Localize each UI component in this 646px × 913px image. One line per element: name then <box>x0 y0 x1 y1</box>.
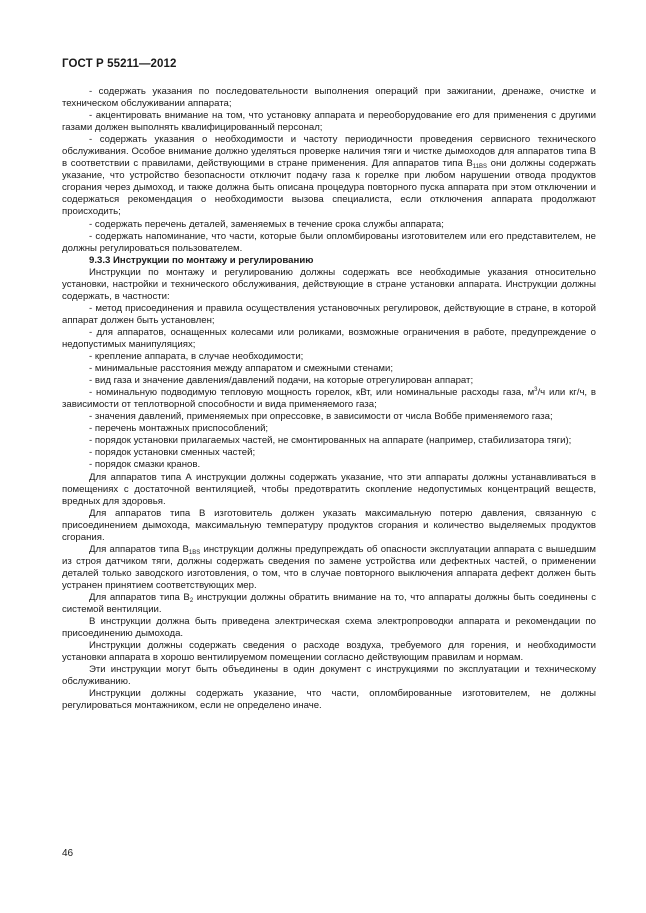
paragraph <box>62 387 596 411</box>
paragraph: - акцентировать внимание на том, что установку аппарата и переоборудование его для применения с другими газами должен выполнять квалифицированный персонал; <box>62 110 596 134</box>
body-text <box>62 86 596 712</box>
paragraph: Эти инструкции могут быть объединены в один документ с инструкциями по эксплуатации и техническому обслуживанию. <box>62 664 596 688</box>
paragraph: - содержать указания по последовательности выполнения операций при зажигании, дренаже, очистке и техническом обслуживании аппарата; <box>62 86 596 110</box>
paragraph: - перечень монтажных приспособлений; <box>89 423 269 435</box>
paragraph: - содержать напоминание, что части, которые были опломбированы изготовителем или его представителем, не должны регулироваться пользователем. <box>62 230 596 254</box>
paragraph: - порядок установки сменных частей; <box>89 447 256 459</box>
paragraph: - значения давлений, применяемых при опрессовке, в зависимости от числа Воббе применяемого газа; <box>89 411 553 423</box>
paragraph: - содержать перечень деталей, заменяемых в течение срока службы аппарата; <box>89 218 444 230</box>
text-run: /ч или кг/ч, в зависимости от теплотворной способности и вида применяемого газа; <box>62 387 596 411</box>
paragraph <box>62 592 596 616</box>
paragraph: - крепление аппарата, в случае необходимости; <box>89 351 304 363</box>
paragraph: Для аппаратов типа А инструкции должны содержать указание, что эти аппараты должны устанавливаться в помещениях с достаточной вентиляцией, чтобы предотвратить скопление недопустимых концентраций веществ, вредных для здоровья. <box>62 471 596 507</box>
paragraph: - минимальные расстояния между аппаратом и смежными стенами; <box>89 363 394 375</box>
text-run: инструкции должны обратить внимание на то, что аппараты должны быть соединены с системой вентиляции. <box>62 591 597 616</box>
page-number: 46 <box>62 848 74 859</box>
section-heading: 9.3.3 Инструкции по монтажу и регулированию <box>89 254 314 266</box>
text-run: - номинальную подводимую тепловую мощность горелок, кВт, или номинальные расходы газа, м <box>89 387 535 399</box>
text-run: Для аппаратов типа В <box>89 543 189 555</box>
text-run: Для аппаратов типа В <box>89 591 190 603</box>
text-run: они должны содержать указание, что устройство безопасности отключит подачу газа к горелке при любом нарушении отвода продуктов сгорания через дымоход, и также должна быть описана процедура повторного пуска аппарата при этом отключении и содержаться рекомендация о необходимости вызова специалиста, если отключения аппарата продолжают происходить; <box>62 158 596 218</box>
paragraph: - порядок установки прилагаемых частей, не смонтированных на аппарате (например, стабилизатора тяги); <box>89 435 572 447</box>
subscript: 2 <box>189 597 194 604</box>
subscript: 11BS <box>472 164 488 171</box>
superscript: 3 <box>534 387 538 394</box>
paragraph: Инструкции должны содержать указание, что части, опломбированные изготовителем, не должны регулироваться монтажником, если не определено иначе. <box>62 688 596 712</box>
paragraph: Инструкции должны содержать сведения о расходе воздуха, требуемого для горения, и необходимости установки аппарата в хорошо вентилируемом помещении согласно действующим правилам и нормам. <box>62 640 596 664</box>
paragraph <box>62 544 596 592</box>
paragraph <box>62 134 596 218</box>
paragraph: В инструкции должна быть приведена электрическая схема электропроводки аппарата и рекомендации по присоединению дымохода. <box>62 616 596 640</box>
paragraph: - для аппаратов, оснащенных колесами или роликами, возможные ограничения в работе, предупреждение о недопустимых манипуляциях; <box>62 326 596 350</box>
text-run: - содержать указания о необходимости и частоту периодичности проведения сервисного технического обслуживания. Особое внимание должно уделяться проверке наличия тяги и чистке дымоходов для аппаратов типа В в соответствии с правилами, действующими в стране применения. Для аппаратов типа В <box>62 134 596 170</box>
paragraph: - порядок смазки кранов. <box>89 459 201 471</box>
text-run: инструкции должны предупреждать об опасности эксплуатации аппарата с вышедшим из строя датчиком тяги, должны содержать сведения по замене устройства или дефектных частей, о применении деталей только заводского изготовления, о том, что в случае повторного выключения аппарата дефект должен быть устранен принятием соответствующих мер. <box>62 543 596 591</box>
paragraph: Для аппаратов типа В изготовитель должен указать максимальную потерю давления, связанную с присоединением дымохода, максимальную температуру продуктов сгорания и количество выделяемых продуктов сгорания. <box>62 507 596 543</box>
paragraph: Инструкции по монтажу и регулированию должны содержать все необходимые указания относительно установки, настройки и технического обслуживания, действующие в стране установки аппарата. Инструкции должны содержать, в частности: <box>62 266 596 302</box>
paragraph: - вид газа и значение давления/давлений подачи, на которые отрегулирован аппарат; <box>89 375 474 387</box>
paragraph: - метод присоединения и правила осуществления установочных регулировок, действующие в стране, в которой аппарат должен быть установлен; <box>62 302 596 326</box>
document-header: ГОСТ Р 55211—2012 <box>62 58 177 70</box>
subscript: 1BS <box>188 549 201 556</box>
